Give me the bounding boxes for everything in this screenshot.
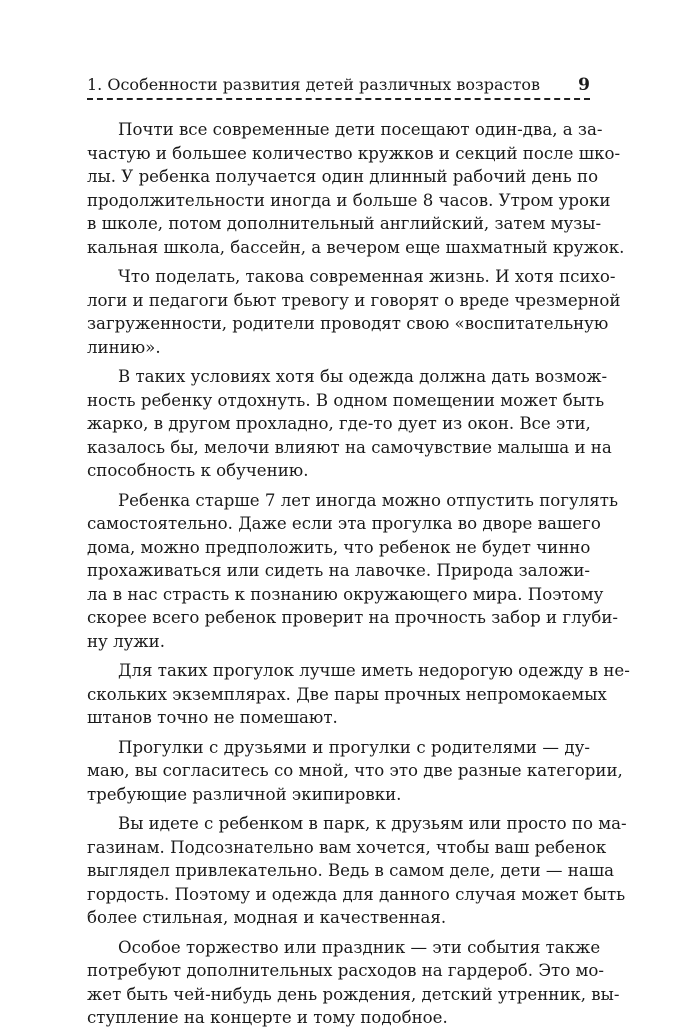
- text-line: Для таких прогулок лучше иметь недорогую одежду в не-: [118, 661, 630, 680]
- paragraph: [87, 265, 621, 359]
- paragraph: [87, 936, 620, 1030]
- text-line: Почти все современные дети посещают один-два, а за-: [118, 120, 603, 139]
- text-line: способность к обучению.: [87, 461, 309, 480]
- text-line: скольких экземплярах. Две пары прочных непромокаемых: [87, 684, 607, 704]
- paragraph: [87, 736, 623, 807]
- text-line: загруженности, родители проводят свою «воспитательную: [87, 314, 609, 333]
- text-line: жарко, в другом прохладно, где-то дует из окон. Все эти,: [87, 414, 591, 433]
- text-line: прохаживаться или сидеть на лавочке. Природа заложи-: [87, 561, 590, 580]
- text-line: скорее всего ребенок проверит на прочность забор и глуби-: [87, 608, 619, 627]
- text-line: ность ребенку отдохнуть. В одном помещении может быть: [87, 390, 605, 410]
- text-line: казалось бы, мелочи влияют на самочувствие малыша и на: [87, 437, 612, 457]
- text-line: гордость. Поэтому и одежда для данного случая может быть: [87, 884, 626, 904]
- text-line: продолжительности иногда и больше 8 часов. Утром уроки: [87, 190, 611, 210]
- text-line: ла в нас страсть к познанию окружающего мира. Поэтому: [87, 584, 604, 604]
- text-line: Вы идете с ребенком в парк, к друзьям или просто по ма-: [118, 814, 627, 833]
- text-line: более стильная, модная и качественная.: [87, 908, 447, 927]
- text-line: лы. У ребенка получается один длинный рабочий день по: [87, 167, 599, 186]
- text-line: дома, можно предположить, что ребенок не будет чинно: [87, 537, 591, 557]
- page-number: 9: [578, 75, 590, 95]
- paragraph: [87, 118, 625, 259]
- text-line: требующие различной экипировки.: [87, 784, 402, 804]
- text-line: потребуют дополнительных расходов на гардероб. Это мо-: [87, 961, 604, 980]
- text-line: ну лужи.: [87, 631, 166, 651]
- text-line: жет быть чей-нибудь день рождения, детский утренник, вы-: [87, 984, 620, 1004]
- header-rule: [87, 98, 590, 100]
- paragraph: [87, 365, 612, 483]
- text-line: самостоятельно. Даже если эта прогулка во дворе вашего: [87, 514, 601, 533]
- text-line: Что поделать, такова современная жизнь. И хотя психо-: [118, 267, 616, 286]
- text-line: кальная школа, бассейн, а вечером еще шахматный кружок.: [87, 237, 625, 257]
- text-line: Ребенка старше 7 лет иногда можно отпустить погулять: [118, 490, 618, 510]
- text-line: в школе, потом дополнительный английский, затем музы-: [87, 214, 602, 233]
- text-line: выглядел привлекательно. Ведь в самом деле, дети — наша: [87, 861, 615, 880]
- paragraph: [87, 812, 627, 930]
- text-line: частую и большее количество кружков и секций после шко-: [87, 143, 621, 163]
- text-line: маю, вы согласитесь со мной, что это две разные категории,: [87, 761, 623, 780]
- paragraph: [87, 659, 630, 730]
- running-header: [87, 74, 590, 96]
- text-line: Прогулки с друзьями и прогулки с родителями — ду-: [118, 737, 590, 757]
- text-line: штанов точно не помешают.: [87, 708, 338, 727]
- text-line: линию».: [87, 337, 161, 357]
- text-line: ступление на концерте и тому подобное.: [87, 1008, 448, 1027]
- text-line: газинам. Подсознательно вам хочется, чтобы ваш ребенок: [87, 837, 607, 857]
- text-line: Особое торжество или праздник — эти события также: [118, 937, 601, 957]
- text-line: В таких условиях хотя бы одежда должна дать возмож-: [118, 367, 608, 386]
- body-text: [87, 118, 630, 1036]
- text-line: логи и педагоги бьют тревогу и говорят о вреде чрезмерной: [87, 290, 621, 310]
- chapter-title: 1. Особенности развития детей различных возрастов: [87, 75, 540, 94]
- paragraph: [87, 489, 619, 654]
